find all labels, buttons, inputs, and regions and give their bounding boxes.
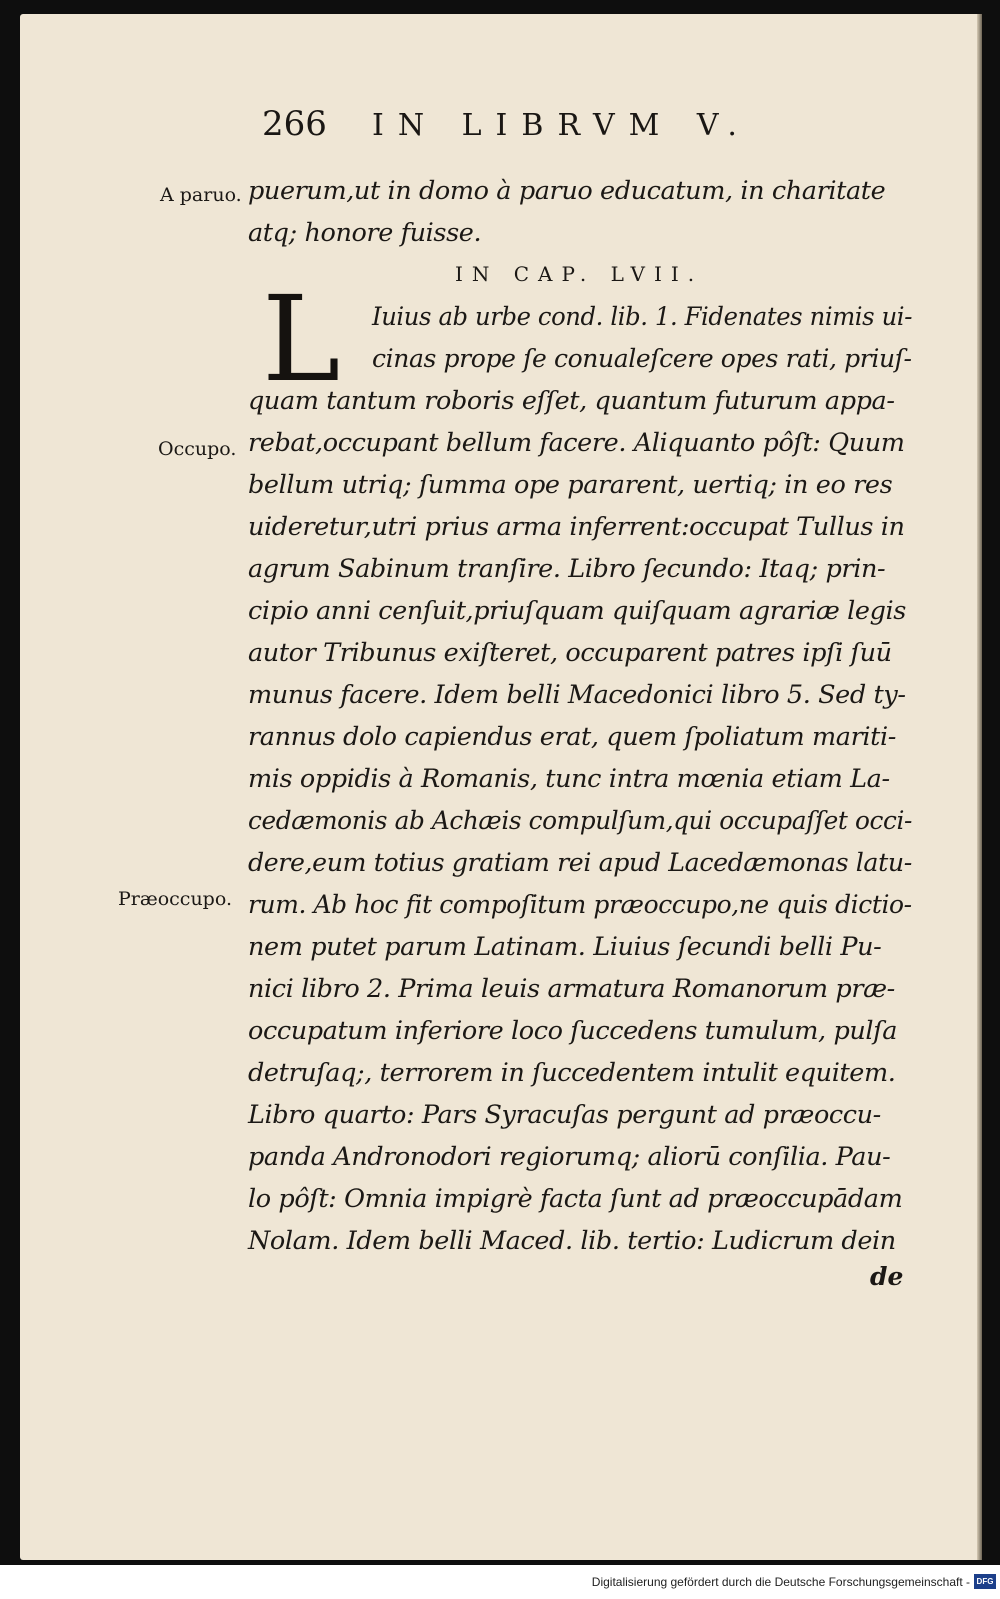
text-line: dere,eum totius gratiam rei apud Lacedæmonas latu- bbox=[248, 848, 912, 878]
text-line: mis oppidis à Romanis, tunc intra mœnia etiam La- bbox=[248, 764, 890, 794]
text-line: Libro quarto: Pars Syracuſas pergunt ad præoccu- bbox=[248, 1100, 881, 1130]
text-line: puerum,ut in domo à paruo educatum, in charitate bbox=[248, 176, 886, 206]
text-line: quam tantum roboris eſſet, quantum futurum appa- bbox=[248, 386, 895, 416]
margin-note-praeoccupo: Præoccupo. bbox=[118, 888, 232, 910]
margin-note-occupo: Occupo. bbox=[158, 438, 237, 460]
text-line: cedæmonis ab Achæis compulſum,qui occupaſſet occi- bbox=[248, 806, 912, 836]
text-line: nem putet parum Latinam. Liuius ſecundi belli Pu- bbox=[248, 932, 882, 962]
text-line: detruſaq;, terrorem in ſuccedentem intulit equitem. bbox=[248, 1058, 896, 1088]
text-line: atq; honore fuisse. bbox=[248, 218, 482, 248]
text-line: Iuius ab urbe cond. lib. 1. Fidenates nimis ui- bbox=[372, 302, 913, 332]
text-line: uideretur,utri prius arma inferrent:occupat Tullus in bbox=[248, 512, 905, 542]
text-line: occupatum inferiore loco ſuccedens tumulum, pulſa bbox=[248, 1016, 897, 1046]
text-line: bellum utriq; ſumma ope pararent, uertiq; in eo res bbox=[248, 470, 893, 500]
text-line: Nolam. Idem belli Maced. lib. tertio: Ludicrum dein bbox=[248, 1226, 896, 1256]
footer-credit: Digitalisierung gefördert durch die Deutsche Forschungsgemeinschaft - bbox=[591, 1575, 970, 1589]
text-line: munus facere. Idem belli Macedonici libro 5. Sed ty- bbox=[248, 680, 906, 710]
catchword: de bbox=[870, 1262, 904, 1291]
text-line: rannus dolo capiendus erat, quem ſpoliatum mariti- bbox=[248, 722, 896, 752]
text-line: cipio anni cenſuit,priuſquam quiſquam agrariæ legis bbox=[248, 596, 906, 626]
page-header bbox=[262, 104, 862, 148]
text-line: nici libro 2. Prima leuis armatura Romanorum præ- bbox=[248, 974, 895, 1004]
text-line: rebat,occupant bellum facere. Aliquanto pôſt: Quum bbox=[248, 428, 905, 458]
text-line: cinas prope ſe conualeſcere opes rati, priuſ- bbox=[372, 344, 912, 374]
text-line: lo pôſt: Omnia impigrè facta ſunt ad præoccupādam bbox=[248, 1184, 903, 1214]
text-line: panda Andronodori regiorumq; aliorū conſilia. Pau- bbox=[248, 1142, 891, 1172]
text-line: rum. Ab hoc fit compoſitum præoccupo,ne quis dictio- bbox=[248, 890, 912, 920]
page-number: 266 bbox=[262, 104, 327, 144]
page-edge-shadow bbox=[977, 14, 982, 1560]
footer-bar bbox=[0, 1565, 1000, 1599]
running-head: IN LIBRVM V. bbox=[372, 108, 751, 143]
dfg-logo: DFG bbox=[974, 1574, 996, 1589]
drop-cap: L bbox=[262, 270, 341, 408]
text-line: autor Tribunus exiſteret, occuparent patres ipſi ſuū bbox=[248, 638, 892, 668]
chapter-heading: IN CAP. LVII. bbox=[455, 262, 704, 286]
margin-note-a-paruo: A paruo. bbox=[160, 184, 242, 206]
text-line: agrum Sabinum tranſire. Libro ſecundo: Itaq; prin- bbox=[248, 554, 886, 584]
